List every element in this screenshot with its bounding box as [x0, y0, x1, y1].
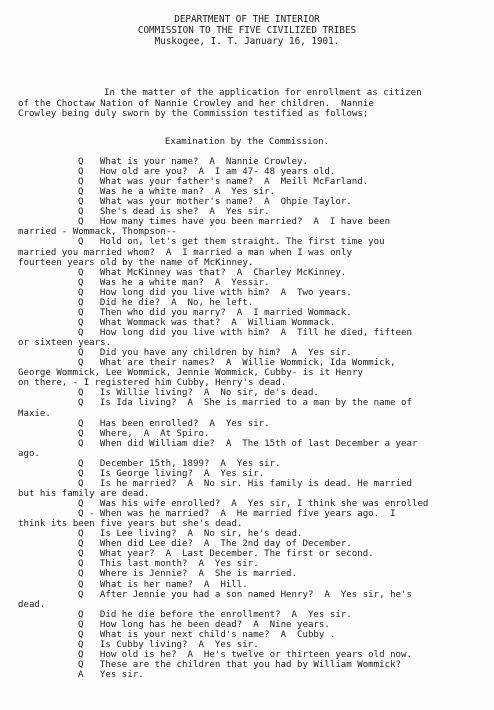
- testimony-line: married you married whom? A I married a man when I was only: [18, 247, 352, 258]
- testimony-line: Q How old are you? A I am 47- 48 years old.: [78, 167, 336, 178]
- testimony-line: Q After Jennie you had a son named Henry? A Yes sir, he's: [78, 589, 412, 600]
- intro-line: of the Choctaw Nation of Nannie Crowley and her children. Nannie: [18, 98, 374, 109]
- document-header: [0, 14, 494, 47]
- testimony-line: fourteen years old by the name of McKinney.: [18, 257, 254, 268]
- testimony-line: Q Hold on, let's get them straight. The first time you: [78, 237, 385, 248]
- testimony-line: Q Is he married? A No sir. His family is dead. He married: [78, 478, 412, 489]
- testimony-line: Q She's dead is she? A Yes sir.: [78, 207, 270, 218]
- testimony-line: Q What Wommack was that? A William Wommack.: [78, 317, 336, 328]
- testimony-line: Q Is Willie living? A No sir, de's dead.: [78, 388, 319, 399]
- dateline: Muskogee, I. T. January 16, 1901.: [154, 36, 340, 47]
- testimony-line: Q Was his wife enrolled? A Yes sir, I think she was enrolled: [78, 499, 429, 510]
- testimony-line: but his family are dead.: [18, 488, 150, 499]
- testimony-line: Q How many times have you been married? A I have been: [78, 217, 391, 228]
- testimony-line: Q Is George living? A Yes sir.: [78, 468, 265, 479]
- testimony-line: ago.: [18, 448, 40, 459]
- testimony-line: or sixteen years.: [18, 338, 112, 349]
- testimony-line: Q What is your name? A Nannie Crowley.: [78, 157, 308, 167]
- testimony-line: Q Has been enrolled? A Yes sir.: [78, 418, 270, 429]
- testimony-line: Q This last month? A Yes sir.: [78, 559, 259, 570]
- testimony-line: Q Then who did you marry? A I married Wommack.: [78, 307, 352, 318]
- testimony-line: Q How long did you live with him? A Till he died, fifteen: [78, 328, 412, 339]
- testimony-line: Q What is her name? A Hill.: [78, 579, 248, 590]
- testimony-line: dead.: [18, 599, 46, 610]
- testimony-line: Q How long has he been dead? A Nine years.: [78, 619, 330, 630]
- intro-line: In the matter of the application for enrollment as citizen: [104, 88, 422, 98]
- testimony-line: Maxie.: [18, 408, 51, 419]
- testimony-line: Q Is Cubby living? A Yes sir.: [78, 639, 259, 650]
- testimony-line: Q What is your next child's name? A Cubby .: [78, 629, 336, 640]
- testimony-line: Q What was your father's name? A Meill McFarland.: [78, 177, 369, 188]
- intro-paragraph: [18, 88, 488, 120]
- testimony-line: Q Did he die? A No, he left.: [78, 297, 254, 308]
- testimony-line: Q Where, A At Spiro.: [78, 428, 210, 439]
- testimony-line: Q When did William die? A The 15th of last December a year: [78, 438, 418, 449]
- testimony-line: think its been five years but she's dead.: [18, 519, 243, 530]
- testimony-line: Q How old is he? A He's twelve or thirteen years old now.: [78, 649, 412, 660]
- testimony-line: George Wommick, Lee Wommick, Jennie Wommick, Cubby- is it Henry: [18, 368, 363, 379]
- testimony-line: Q Is Ida living? A She is married to a man by the name of: [78, 398, 412, 409]
- testimony-line: Q What are their names? A Willie Wommick, Ida Wommick,: [78, 358, 396, 369]
- testimony-line: Q These are the children that you had by William Wommick?: [78, 660, 402, 670]
- testimony-line: A Yes sir.: [78, 670, 144, 681]
- testimony-line: Q What McKinney was that? A Charley McKinney.: [78, 267, 347, 278]
- testimony-line: Q Is Lee living? A No sir, he's dead.: [78, 529, 303, 540]
- testimony-line: on there, - I registered him Cubby, Henry's dead.: [18, 378, 287, 389]
- testimony-line: Q Was he a white man? A Yes sir.: [78, 187, 276, 198]
- testimony-line: Q When did Lee die? A The 2nd day of December.: [78, 539, 352, 550]
- commission-heading: COMMISSION TO THE FIVE CIVILIZED TRIBES: [137, 25, 357, 36]
- department-heading: DEPARTMENT OF THE INTERIOR: [174, 14, 320, 25]
- examination-title: Examination by the Commission.: [164, 137, 330, 147]
- testimony-line: Q December 15th, 1899? A Yes sir.: [78, 458, 281, 469]
- testimony-line: Q Did you have any children by him? A Yes sir.: [78, 348, 352, 359]
- testimony-line: Q What was your mother's name? A Ohpie Taylor.: [78, 197, 352, 208]
- intro-line: Crowley being duly sworn by the Commission testified as follows;: [18, 109, 369, 120]
- testimony-line: Q What year? A Last December. The first or second.: [78, 549, 374, 560]
- testimony-line: Q Did he die before the enrollment? A Yes sir.: [78, 609, 352, 620]
- testimony-line: Q How long did you live with him? A Two years.: [78, 287, 352, 298]
- testimony-line: Q Was he a white man? A Yessir.: [78, 277, 270, 288]
- testimony-line: Q - When was he married? A He married five years ago. I: [78, 509, 396, 520]
- testimony-line: married - Wommack, Thompson--: [18, 227, 177, 238]
- testimony-line: Q Where is Jennie? A She is married.: [78, 569, 297, 580]
